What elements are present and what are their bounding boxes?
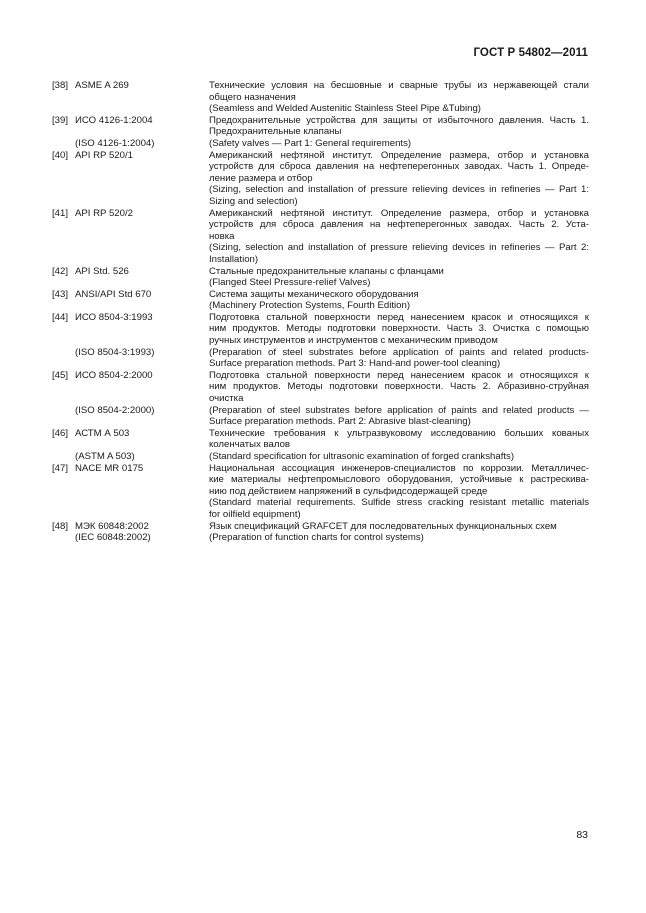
entry-title xyxy=(209,347,589,370)
entry-title-line: Система защиты механического оборудования xyxy=(209,288,419,300)
entry-title-line: Предохранительные устройства для защиты от избыточного давления. Часть 1. xyxy=(209,114,589,126)
entry-number: [43] xyxy=(52,288,69,300)
bibliography-entry xyxy=(52,150,589,208)
entry-number: [45] xyxy=(52,369,69,381)
entry-title xyxy=(209,370,589,405)
entry-title-line: Язык спецификаций GRAFCET для последовательных функциональных схем xyxy=(209,520,557,532)
entry-title-line: Технические требования к ультразвуковому исследованию больших кованых xyxy=(209,427,589,439)
entry-document-code: (ISO 8504-3:1993) xyxy=(75,346,155,358)
entry-title-line: Sizing and selection) xyxy=(209,195,298,207)
entry-document-code: (IEC 60848:2002) xyxy=(75,532,151,544)
entry-title xyxy=(209,80,589,115)
entry-number xyxy=(52,347,75,370)
entry-number: [39] xyxy=(52,114,69,126)
entry-title-line: Американский нефтяной институт. Определение размера, отбор и установка xyxy=(209,207,589,219)
entry-title-line: устройств для сброса давления на нефтеперегонных заводах. Часть 2. Уста- xyxy=(209,219,589,231)
entry-document-code: ANSI/API Std 670 xyxy=(75,288,152,300)
bibliography-entry xyxy=(52,312,589,347)
entry-title xyxy=(209,428,589,451)
entry-title-line: (Standard material requirements. Sulfide stress cracking resistant metallic materials xyxy=(209,497,589,509)
entry-title-line: (Preparation of steel substrates before application of paints and related products — xyxy=(209,404,589,416)
bibliography-entry xyxy=(52,138,589,150)
entry-title xyxy=(209,150,589,208)
entry-title xyxy=(209,138,589,150)
entry-number: [47] xyxy=(52,462,69,474)
entry-title-line: Предохранительные клапаны xyxy=(209,126,342,138)
entry-title-line: новка xyxy=(209,230,235,242)
entry-title-line: (Preparation of steel substrates before application of paints and related products- xyxy=(209,346,589,358)
entry-number: [41] xyxy=(52,207,69,219)
bibliography-entry xyxy=(52,428,589,451)
entry-title-line: (Flanged Steel Pressure-relief Valves) xyxy=(209,277,371,289)
entry-title xyxy=(209,208,589,266)
entry-title-line: Национальная ассоциация инженеров-специалистов по коррозии. Металличес- xyxy=(209,462,589,474)
document-standard-number: ГОСТ Р 54802—2011 xyxy=(473,47,588,59)
entry-title xyxy=(209,405,589,428)
entry-title-line: Подготовка стальной поверхности перед нанесением красок и относящихся к xyxy=(209,369,589,381)
entry-document-code: АСТМ А 503 xyxy=(75,427,130,439)
entry-title xyxy=(209,289,589,312)
entry-title-line: Стальные предохранительные клапаны с фланцами xyxy=(209,265,444,277)
bibliography-entry xyxy=(52,463,589,521)
page-number: 83 xyxy=(576,829,588,841)
entry-document-code: API RP 520/2 xyxy=(75,207,133,219)
entry-title-line: ручных инструментов и инструментов с механическим приводом xyxy=(209,335,498,347)
entry-number: [40] xyxy=(52,149,69,161)
entry-title-line: ление размера и отбор xyxy=(209,172,313,184)
entry-number: [46] xyxy=(52,427,69,439)
entry-title-line: Surface preparation methods. Part 3: Hand-and power-tool cleaning) xyxy=(209,358,501,370)
bibliography-entry xyxy=(52,370,589,405)
entry-title-line: (Preparation of function charts for control systems) xyxy=(209,532,424,544)
entry-number: [48] xyxy=(52,520,69,532)
entry-title-line: (Standard specification for ultrasonic examination of forged crankshafts) xyxy=(209,451,515,462)
entry-title-line: (Sizing, selection and installation of pressure relieving devices in refineries — Part 2: xyxy=(209,242,589,254)
bibliography-entry xyxy=(52,115,589,138)
entry-title xyxy=(209,463,589,521)
entry-title xyxy=(209,312,589,347)
entry-number: [44] xyxy=(52,311,69,323)
entry-document-code: API RP 520/1 xyxy=(75,149,133,161)
entry-document-code: ИСО 8504-3:1993 xyxy=(75,311,153,323)
bibliography-entry xyxy=(52,521,589,533)
entry-title-line: общего назначения xyxy=(209,91,296,103)
entry-document-code: МЭК 60848:2002 xyxy=(75,520,149,532)
entry-document-code: (ISO 8504-2:2000) xyxy=(75,404,155,416)
entry-number: [42] xyxy=(52,265,69,277)
entry-document-code: ИСО 8504-2:2000 xyxy=(75,369,153,381)
entry-number xyxy=(52,451,75,463)
entry-title-line: Американский нефтяной институт. Определение размера, отбор и установка xyxy=(209,149,589,161)
bibliography-list xyxy=(52,80,589,544)
entry-document-code: (ASTM A 503) xyxy=(75,451,135,462)
bibliography-entry xyxy=(52,347,589,370)
entry-title-line: кие материалы нефтепромыслового оборудования, устойчивые к растрескива- xyxy=(209,474,589,486)
entry-title-line: Подготовка стальной поверхности перед нанесением красок и относящихся к xyxy=(209,311,589,323)
entry-title-line: (Seamless and Welded Austenitic Stainless Steel Pipe &Tubing) xyxy=(209,103,481,115)
entry-title xyxy=(209,451,589,463)
entry-title xyxy=(209,532,589,544)
entry-document-code: API Std. 526 xyxy=(75,265,129,277)
entry-title-line: коленчатых валов xyxy=(209,439,290,451)
bibliography-entry xyxy=(52,80,589,115)
entry-title-line: (Machinery Protection Systems, Fourth Edition) xyxy=(209,300,411,312)
entry-title xyxy=(209,115,589,138)
entry-document-code: ASME A 269 xyxy=(75,80,129,91)
entry-title xyxy=(209,266,589,289)
bibliography-entry xyxy=(52,405,589,428)
entry-title-line: Surface preparation methods. Part 2: Abrasive blast-cleaning) xyxy=(209,416,471,428)
bibliography-entry xyxy=(52,532,589,544)
entry-title-line: Технические условия на бесшовные и сварные трубы из нержавеющей стали xyxy=(209,80,589,91)
entry-title-line: устройств для сброса давления на нефтеперегонных заводах. Часть 1. Опреде- xyxy=(209,161,589,173)
entry-document-code: (ISO 4126-1:2004) xyxy=(75,137,155,149)
bibliography-entry xyxy=(52,266,589,289)
entry-document-code: ИСО 4126-1:2004 xyxy=(75,114,153,126)
entry-title-line: очистка xyxy=(209,393,244,405)
entry-number xyxy=(52,532,75,544)
entry-number xyxy=(52,405,75,428)
entry-title-line: (Sizing, selection and installation of pressure relieving devices in refineries — Part 1: xyxy=(209,184,589,196)
entry-title-line: for oilfield equipment) xyxy=(209,508,301,520)
entry-number xyxy=(52,138,75,150)
entry-title-line: ним продуктов. Методы подготовки поверхности. Часть 2. Абразивно-струйная xyxy=(209,381,589,393)
entry-title xyxy=(209,521,589,533)
bibliography-entry xyxy=(52,451,589,463)
entry-document-code: NACE MR 0175 xyxy=(75,462,144,474)
entry-number: [38] xyxy=(52,80,69,91)
entry-title-line: ним продуктов. Методы подготовки поверхности. Часть 3. Очистка с помощью xyxy=(209,323,589,335)
entry-title-line: (Safety valves — Part 1: General requirements) xyxy=(209,137,412,149)
entry-title-line: Installation) xyxy=(209,253,259,265)
entry-title-line: нию под действием напряжений в сульфидсодержащей среде xyxy=(209,485,488,497)
bibliography-entry xyxy=(52,208,589,266)
bibliography-entry xyxy=(52,289,589,312)
